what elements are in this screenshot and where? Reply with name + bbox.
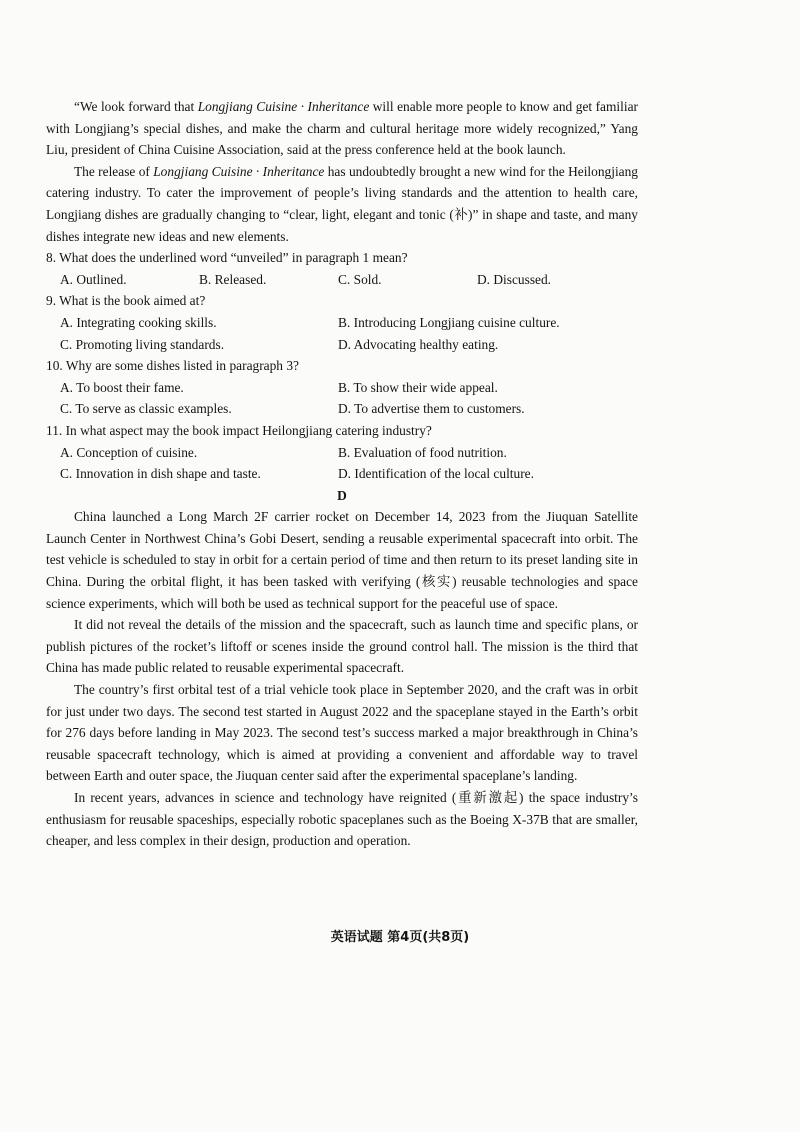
question-9-options — [46, 312, 638, 355]
section-heading: D — [337, 487, 347, 503]
passage-paragraph-release: The release of Longjiang Cuisine · Inheritance has undoubtedly brought a new wind for the Heilongjiang catering industry. To cater the improvement of people’s living standards and the attention to health care, Longjiang dishes are gradually changing to “clear, light, elegant and tonic (补)” in shape and taste, and many dishes integrate new ideas and new elements. — [46, 163, 638, 244]
question-11-options — [46, 442, 638, 485]
option-a[interactable]: A. To boost their fame. — [60, 379, 184, 395]
passage-d-paragraph: China launched a Long March 2F carrier rocket on December 14, 2023 from the Jiuquan Satellite Launch Center in Northwest China’s Gobi Desert, sending a reusable experimental spacecraft into orbit. The test vehicle is scheduled to stay in orbit for a certain period of time and then return to its preset landing site in China. During the orbital flight, it has been tasked with verifying (核实) reusable technologies and space science experiments, which will both be used as technical support for the peaceful use of space. — [46, 509, 638, 611]
option-b[interactable]: B. Evaluation of food nutrition. — [338, 444, 507, 460]
option-a[interactable]: A. Integrating cooking skills. — [60, 314, 217, 330]
option-d[interactable]: D. Discussed. — [477, 271, 552, 287]
option-d[interactable]: D. Identification of the local culture. — [338, 466, 534, 482]
option-b[interactable]: B. Released. — [199, 271, 267, 287]
question-10-stem: 10. Why are some dishes listed in paragraph 3? — [46, 358, 299, 374]
option-a[interactable]: A. Outlined. — [60, 271, 127, 287]
passage-paragraph-quote: “We look forward that Longjiang Cuisine · Inheritance will enable more people to know and get familiar with Longjiang’s special dishes, and make the charm and cultural heritage more widely recognized,” Yang Liu, president of China Cuisine Association, said at the press conference held at the book launch. — [46, 99, 638, 158]
question-10-options — [46, 377, 638, 420]
option-b[interactable]: B. Introducing Longjiang cuisine culture. — [338, 314, 560, 330]
question-11-stem: 11. In what aspect may the book impact Heilongjiang catering industry? — [46, 422, 432, 438]
option-c[interactable]: C. To serve as classic examples. — [60, 401, 232, 417]
page-footer: 英语试题 第4页(共8页) — [330, 930, 470, 945]
passage-d-paragraph: It did not reveal the details of the mission and the spacecraft, such as launch time and specific plans, or publish pictures of the rocket’s liftoff or scenes inside the ground control hall. The mission is the third that China has made public related to reusable experimental spacecraft. — [46, 617, 638, 676]
passage-d-paragraph: In recent years, advances in science and technology have reignited (重新激起) the space industry’s enthusiasm for reusable spaceships, especially robotic spaceplanes such as the Boeing X-37B that are smaller, cheaper, and less complex in their design, production and operation. — [46, 790, 638, 849]
question-9-stem: 9. What is the book aimed at? — [46, 293, 206, 309]
question-8-options — [46, 269, 638, 291]
question-8-stem: 8. What does the underlined word “unveiled” in paragraph 1 mean? — [46, 250, 408, 266]
option-c[interactable]: C. Innovation in dish shape and taste. — [60, 466, 261, 482]
option-d[interactable]: D. To advertise them to customers. — [338, 401, 525, 417]
option-c[interactable]: C. Promoting living standards. — [60, 336, 225, 352]
option-d[interactable]: D. Advocating healthy eating. — [338, 336, 499, 352]
option-a[interactable]: A. Conception of cuisine. — [60, 444, 198, 460]
passage-d-paragraph: The country’s first orbital test of a trial vehicle took place in September 2020, and the craft was in orbit for just under two days. The second test started in August 2022 and the spaceplane stayed in the Earth’s orbit for 276 days before landing in May 2023. The second test’s success marked a major breakthrough in China’s reusable spacecraft technology, which is aimed at providing a convenient and affordable way to travel between Earth and outer space, the Jiuquan center said after the experimental spaceplane’s landing. — [46, 682, 638, 784]
book-title: Longjiang Cuisine · Inheritance — [197, 99, 370, 114]
option-b[interactable]: B. To show their wide appeal. — [338, 379, 498, 395]
book-title: Longjiang Cuisine · Inheritance — [153, 163, 325, 179]
option-c[interactable]: C. Sold. — [338, 271, 382, 287]
